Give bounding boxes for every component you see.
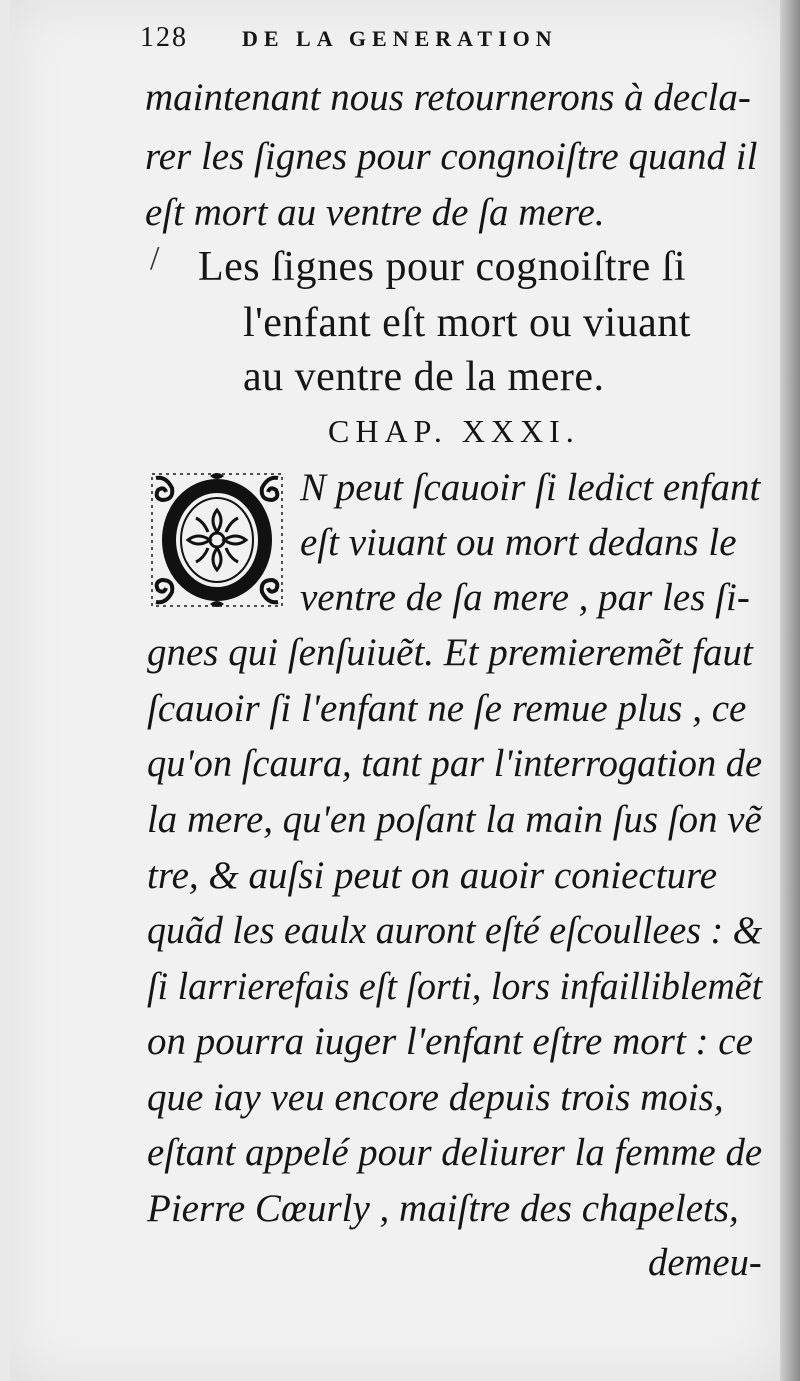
- catchword: demeu-: [648, 1241, 762, 1284]
- chapter-number: CHAP. XXXI.: [328, 413, 580, 449]
- heading-line: Les ſignes pour cognoiſtre ſi: [198, 244, 687, 290]
- ornamental-drop-cap: [148, 470, 286, 610]
- text-line: eſt viuant ou mort dedans le: [300, 521, 737, 564]
- text-line: la mere, qu'en poſant la main ſus ſon vẽ: [147, 798, 762, 841]
- text-line: on pourra iuger l'enfant eſtre mort : ce: [147, 1020, 753, 1063]
- text-line: ſcauoir ſi l'enfant ne ſe remue plus , ce: [147, 687, 747, 730]
- text-line: rer les ſignes pour congnoiſtre quand il: [145, 135, 758, 178]
- running-title: DE LA GENERATION: [242, 26, 558, 51]
- page-edge-shadow: [780, 0, 800, 1381]
- running-head: [140, 22, 660, 56]
- text-line: ſi larrierefais eſt ſorti, lors infailliblemẽt: [147, 965, 763, 1008]
- text-line: N peut ſcauoir ſi ledict enfant: [300, 466, 761, 509]
- text-line: eſtant appelé pour deliurer la femme de: [147, 1131, 763, 1174]
- ornament-icon: [148, 470, 286, 610]
- page-number: 128: [140, 22, 188, 53]
- heading-line: au ventre de la mere.: [243, 354, 605, 400]
- text-line: qu'on ſcaura, tant par l'interrogation de: [147, 742, 763, 785]
- text-line: gnes qui ſenſuiuẽt. Et premieremẽt faut: [147, 631, 753, 674]
- text-line: Pierre Cœurly , maiſtre des chapelets,: [147, 1187, 739, 1230]
- text-line: ventre de ſa mere , par les ſi-: [300, 576, 750, 619]
- text-line: eſt mort au ventre de ſa mere.: [145, 191, 605, 234]
- heading-line: l'enfant eſt mort ou viuant: [243, 300, 691, 346]
- margin-mark: /: [150, 240, 160, 277]
- text-line: maintenant nous retournerons à decla-: [145, 76, 751, 119]
- text-line: tre, & auſsi peut on auoir coniecture: [147, 854, 718, 897]
- text-line: quãd les eaulx auront eſté eſcoullees : &: [147, 909, 763, 952]
- text-line: que iay veu encore depuis trois mois,: [147, 1076, 724, 1119]
